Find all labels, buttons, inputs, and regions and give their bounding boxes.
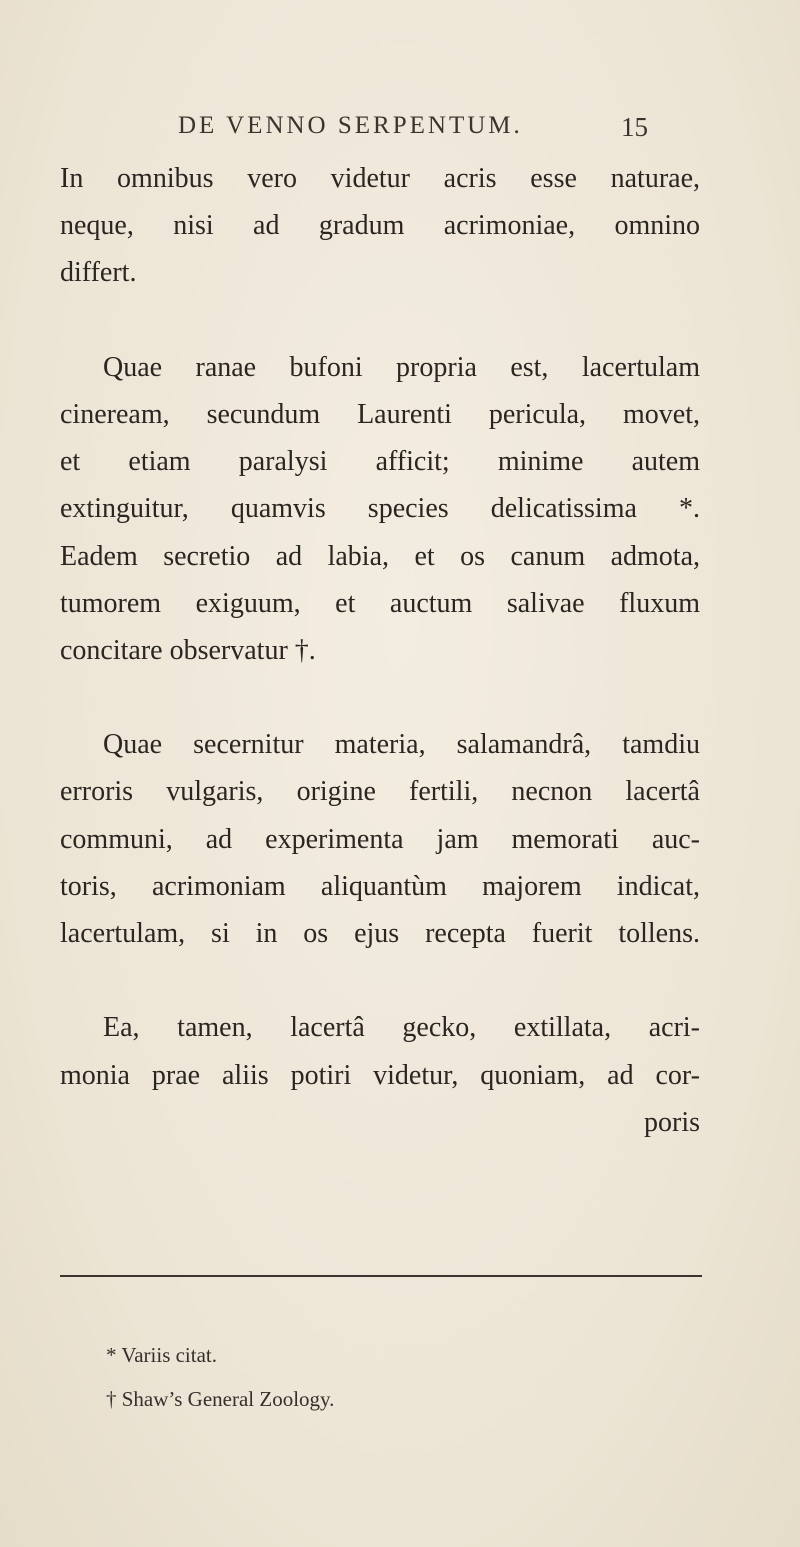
- footnote-rule: [60, 1275, 702, 1277]
- text-line: erroris vulgaris, origine fertili, necnon lacertâ: [60, 776, 700, 808]
- text-line: cineream, secundum Laurenti pericula, movet,: [60, 398, 700, 430]
- paragraph-1: [60, 155, 700, 297]
- running-title: DE VENNO SERPENTUM.: [178, 112, 523, 139]
- footnote: * Variis citat.: [106, 1343, 218, 1367]
- text-line: communi, ad experimenta jam memorati auc-: [60, 823, 700, 855]
- text-line: monia prae aliis potiri videtur, quoniam, ad cor-: [60, 1059, 700, 1091]
- text-line: Ea, tamen, lacertâ gecko, extillata, acri-: [103, 1012, 700, 1044]
- text-line: Quae secernitur materia, salamandrâ, tamdiu: [103, 729, 700, 761]
- running-head: [0, 112, 800, 148]
- footnotes: [106, 1333, 334, 1421]
- text-line: Eadem secretio ad labia, et os canum admota,: [60, 540, 700, 572]
- text-line: extinguitur, quamvis species delicatissima *.: [60, 493, 700, 525]
- text-line: et etiam paralysi afficit; minime autem: [60, 446, 700, 478]
- catchword: poris: [644, 1106, 700, 1138]
- text-line: lacertulam, si in os ejus recepta fuerit tollens.: [60, 918, 700, 949]
- text-line: neque, nisi ad gradum acrimoniae, omnino: [60, 210, 700, 242]
- text-line: concitare observatur †.: [60, 634, 316, 666]
- text-line: differt.: [60, 257, 137, 289]
- text-line: toris, acrimoniam aliquantùm majorem indicat,: [60, 870, 700, 902]
- page-number: 15: [621, 112, 648, 142]
- paragraph-4: [60, 1004, 700, 1146]
- paragraph-2: [60, 344, 700, 674]
- text-line: Quae ranae bufoni propria est, lacertulam: [103, 351, 700, 383]
- body-text: [60, 155, 700, 1193]
- paragraph-3: [60, 721, 700, 957]
- text-line: tumorem exiguum, et auctum salivae fluxum: [60, 587, 700, 619]
- footnote: † Shaw’s General Zoology.: [106, 1387, 335, 1411]
- text-line: In omnibus vero videtur acris esse naturae,: [60, 163, 700, 194]
